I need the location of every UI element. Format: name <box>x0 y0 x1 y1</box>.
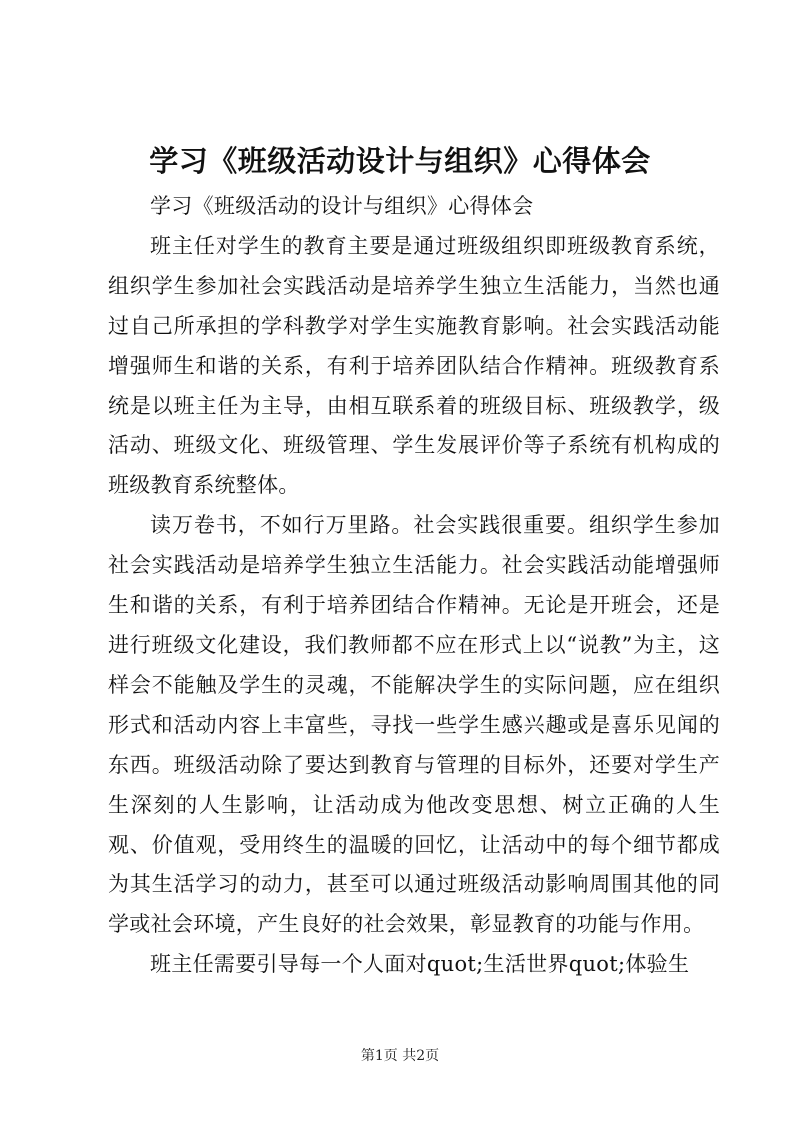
page-number-footer: 第1页 共2页 <box>360 1048 440 1064</box>
body-paragraph: 班主任对学生的教育主要是通过班级组织即班级教育系统，组织学生参加社会实践活动是培养学生独立生活能力，当然也通过自己所承担的学科教学对学生实施教育影响。社会实践活动能增强师生和谐的关系，有利于培养团队结合作精神。班级教育系统是以班主任为主导，由相互联系着的班级目标、班级教学，级活动、班级文化、班级管理、学生发展评价等子系统有机构成的班级教育系统整体。 <box>108 233 720 498</box>
body-paragraph: 读万卷书，不如行万里路。社会实践很重要。组织学生参加社会实践活动是培养学生独立生活能力。社会实践活动能增强师生和谐的关系，有利于培养团结合作精神。无论是开班会，还是进行班级文化建设，我们教师都不应在形式上以“说教”为主，这样会不能触及学生的灵魂，不能解决学生的实际问题，应在组织形式和活动内容上丰富些，寻找一些学生感兴趣或是喜乐见闻的东西。班级活动除了要达到教育与管理的目标外，还要对学生产生深刻的人生影响，让活动成为他改变思想、树立正确的人生观、价值观，受用终生的温暖的回忆，让活动中的每个细节都成为其生活学习的动力，甚至可以通过班级活动影响周围其他的同学或社会环境，产生良好的社会效果，彰显教育的功能与作用。 <box>108 513 720 937</box>
body-paragraph: 班主任需要引导每一个人面对quot;生活世界quot;体验生 <box>150 952 690 977</box>
document-title: 学习《班级活动设计与组织》心得体会 <box>149 144 651 178</box>
document-body <box>108 187 720 985</box>
subtitle-paragraph: 学习《班级活动的设计与组织》心得体会 <box>150 194 534 218</box>
